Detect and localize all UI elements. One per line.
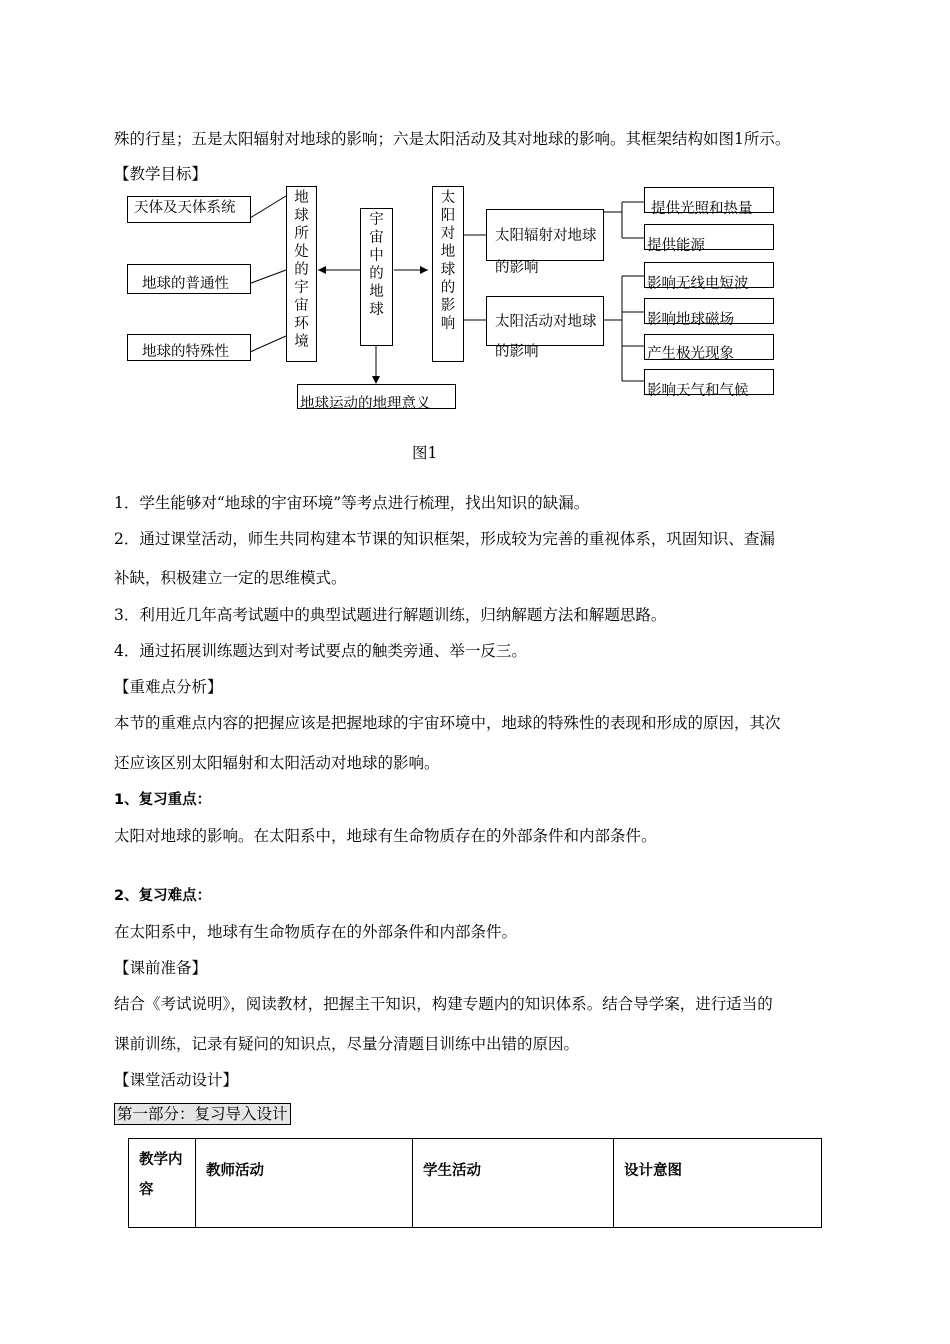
diagram-item-specialness: 地球的特殊性 — [127, 334, 251, 361]
prep-text-1: 结合《考试说明》，阅读教材，把握主干知识，构建专题内的知识体系。结合导学案，进行适当的 — [114, 995, 773, 1013]
hard-text: 在太阳系中，地球有生命物质存在的外部条件和内部条件。 — [114, 923, 518, 941]
table-row — [129, 1139, 822, 1228]
prep-text-2: 课前训练，记录有疑问的知识点，尽量分清题目训练中出错的原因。 — [114, 1035, 580, 1053]
diagram-item-radio: 影响无线电短波 — [644, 262, 774, 288]
difficulty-heading: 【重难点分析】 — [114, 678, 223, 696]
header-content: 教学内容 — [129, 1139, 196, 1228]
header-intent: 设计意图 — [614, 1139, 822, 1228]
diagram-sun-box: 太 阳 对 地 球 的 影 响 — [432, 186, 464, 362]
goal-item-2: 2．通过课堂活动，师生共同构建本节课的知识框架，形成较为完善的重视体系，巩固知识、查漏 — [114, 530, 775, 548]
diagram-item-energy: 提供能源 — [644, 224, 774, 250]
activity-heading: 【课堂活动设计】 — [114, 1071, 239, 1089]
diagram-item-motion: 地球运动的地理意义 — [297, 384, 456, 409]
difficulty-text-1: 本节的重难点内容的把握应该是把握地球的宇宙环境中，地球的特殊性的表现和形成的原因，其次 — [114, 714, 781, 732]
section-label: 第一部分：复习导入设计 — [114, 1103, 291, 1125]
diagram-item-light-heat: 提供光照和热量 — [644, 187, 774, 213]
diagram-center-box: 宇 宙 中 的 地 球 — [360, 208, 393, 346]
diagram-env-box: 地 球 所 处 的 宇 宙 环 境 — [286, 186, 317, 362]
goal-item-4: 4．通过拓展训练题达到对考试要点的触类旁通、举一反三。 — [114, 642, 527, 660]
header-student: 学生活动 — [413, 1139, 614, 1228]
diagram-item-weather: 影响天气和气候 — [644, 369, 774, 395]
lesson-table — [128, 1138, 822, 1228]
difficulty-text-2: 还应该区别太阳辐射和太阳活动对地球的影响。 — [114, 754, 440, 772]
prep-heading: 【课前准备】 — [114, 959, 208, 977]
goal-heading: 【教学目标】 — [114, 165, 208, 183]
header-teacher: 教师活动 — [196, 1139, 413, 1228]
goal-item-3: 3．利用近几年高考试题中的典型试题进行解题训练，归纳解题方法和解题思路。 — [114, 606, 667, 624]
intro-line: 殊的行星；五是太阳辐射对地球的影响；六是太阳活动及其对地球的影响。其框架结构如图1所示。 — [114, 130, 791, 148]
goal-item-2-cont: 补缺，积极建立一定的思维模式。 — [114, 569, 347, 587]
key-heading: 1、复习重点： — [114, 792, 212, 808]
diagram-item-magnetic: 影响地球磁场 — [644, 298, 774, 324]
hard-heading: 2、复习难点： — [114, 888, 212, 904]
diagram-activity-box: 太阳活动对地球的影响 — [486, 296, 604, 346]
diagram-item-aurora: 产生极光现象 — [644, 334, 774, 360]
diagram-item-celestial: 天体及天体系统 — [127, 196, 251, 223]
figure-caption: 图1 — [412, 444, 438, 462]
diagram-radiation-box: 太阳辐射对地球的影响 — [486, 209, 604, 261]
diagram-item-ordinariness: 地球的普通性 — [127, 264, 251, 294]
key-text: 太阳对地球的影响。在太阳系中，地球有生命物质存在的外部条件和内部条件。 — [114, 827, 657, 845]
goal-item-1: 1．学生能够对“地球的宇宙环境”等考点进行梳理，找出知识的缺漏。 — [114, 494, 590, 512]
